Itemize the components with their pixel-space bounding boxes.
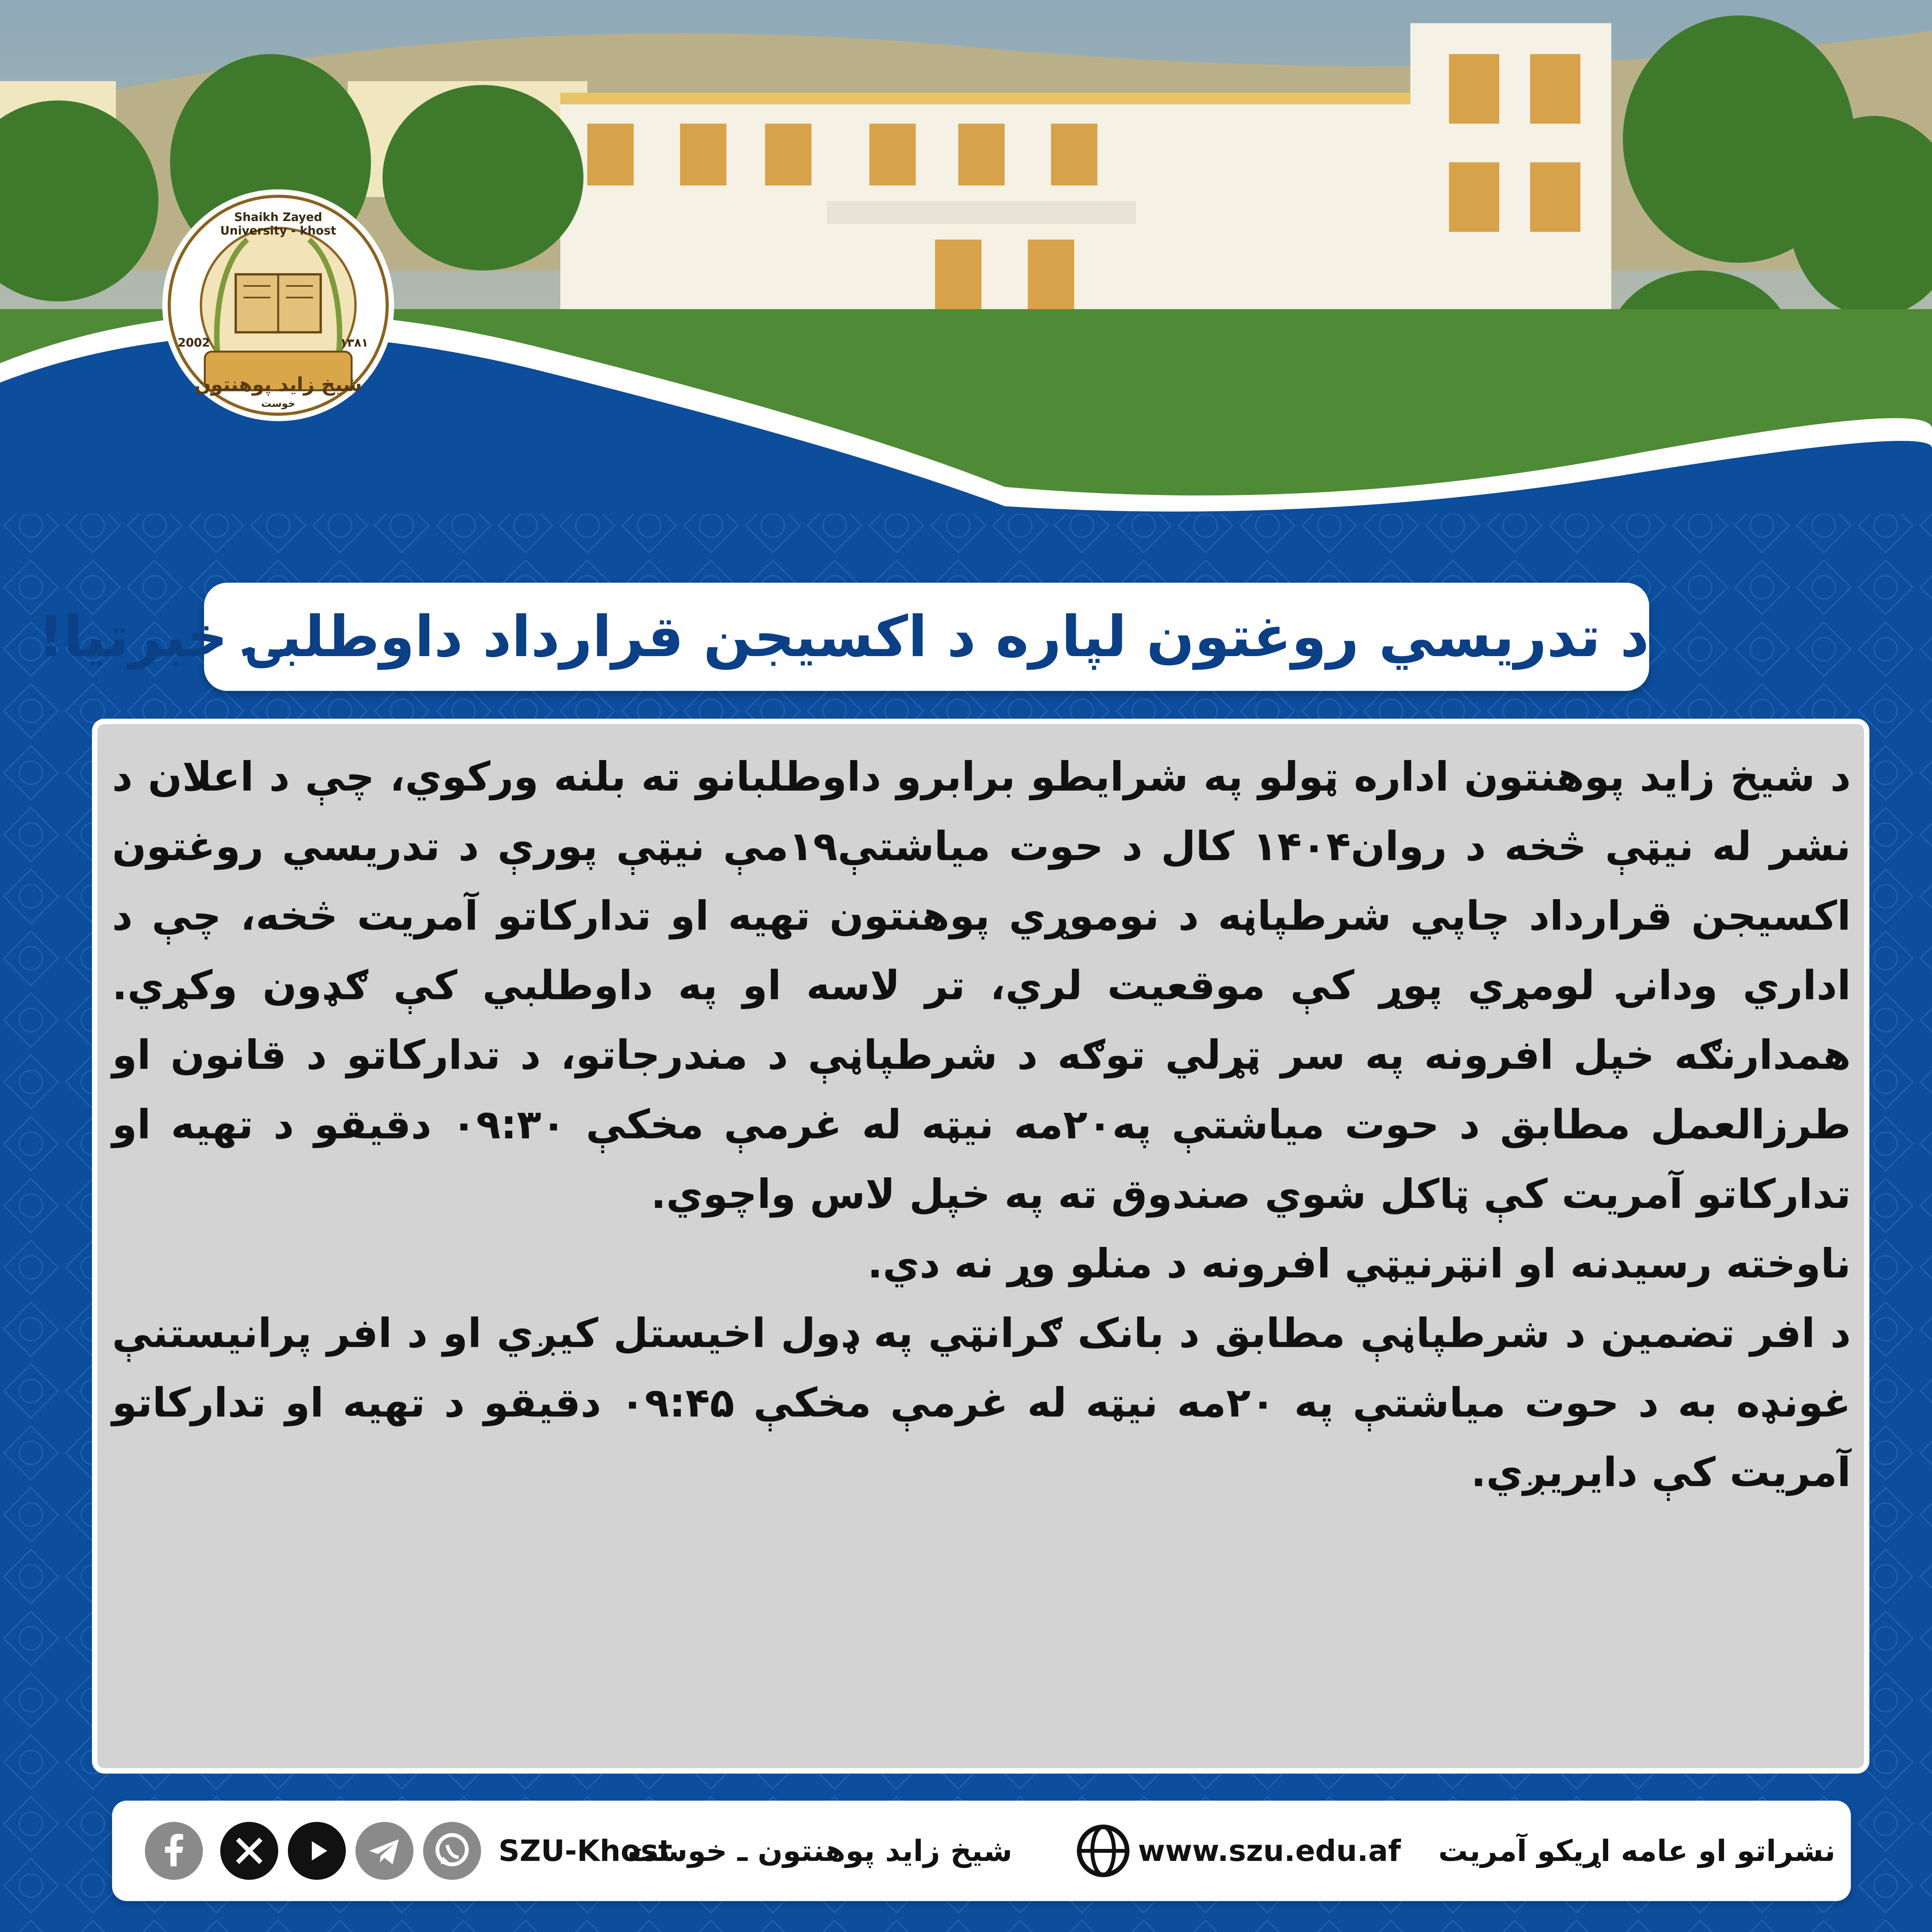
announcement-text xyxy=(112,742,1851,1731)
whatsapp-icon[interactable] xyxy=(423,1822,481,1880)
footer-university: شیخ زاید پوهنتون ـ خوست xyxy=(628,1833,1012,1868)
paragraph-late: ناوخته رسیدنه او انټرنیټي افرونه د منلو وړ نه دي. xyxy=(867,1240,1851,1287)
logo-university-name: شیخ زاید پوهنتون xyxy=(194,373,362,396)
x-icon[interactable] xyxy=(220,1822,278,1880)
telegram-icon[interactable] xyxy=(355,1822,413,1880)
facebook-icon[interactable] xyxy=(145,1822,203,1880)
logo-arc-text: Shaikh Zayed University - khost xyxy=(220,211,337,238)
globe-icon xyxy=(1074,1822,1132,1880)
paragraph-main: د شیخ زاید پوهنتون اداره ټولو په شرایطو برابرو داوطلبانو ته بلنه ورکوي، چې د اعلان د نشر له نیټې څخه د روان۱۴۰۴ کال د حوت میاشتې۱۹مې نیټې پورې د تدریسي روغتون اکسیجن قرارداد چاپي شرطپاڼه د نوموړي پوهنتون تهیه او تدارکاتو آمریت څخه، چې د اداري ودانۍ لومړي پوړ کې موقعیت لري، تر لاسه او په داوطلبي کې ګډون وکړي. همدارنګه خپل افرونه په سر ټړلي توګه د شرطپاڼې د مندرجاتو، د تدارکاتو د قانون او طرزالعمل مطابق د حوت میاشتې په۲۰مه نیټه له غرمې مخکې ۰۹:۳۰ دقیقو د تهیه او تدارکاتو آمریت کې ټاکل شوي صندوق ته په خپل لاس واچوي. xyxy=(112,753,1851,1218)
footer-website[interactable]: www.szu.edu.af xyxy=(1138,1833,1401,1868)
logo-city: خوست xyxy=(261,398,296,410)
youtube-icon[interactable] xyxy=(288,1822,346,1880)
paragraph-guarantee: د افر تضمین د شرطپاڼې مطابق د بانک ګرانټي په ډول اخیستل کیږي او د افر پرانیستنې غونډه به د حوت میاشتې په ۲۰مه نیټه له غرمې مخکې ۰۹:۴۵ دقیقو د تهیه او تدارکاتو آمریت کې دایریږي. xyxy=(112,1310,1851,1496)
logo-year-right: ۱۳۸۱ xyxy=(340,336,369,350)
logo-year-left: 2002 xyxy=(178,336,210,350)
footer-handle: SZU-Khost xyxy=(498,1833,672,1868)
page-title: د تدریسي روغتون لپاره د اکسیجن قرارداد داوطلبۍ خبرتیا! xyxy=(37,604,1649,670)
footer-department: نشراتو او عامه اړیکو آمریت xyxy=(1438,1833,1835,1868)
